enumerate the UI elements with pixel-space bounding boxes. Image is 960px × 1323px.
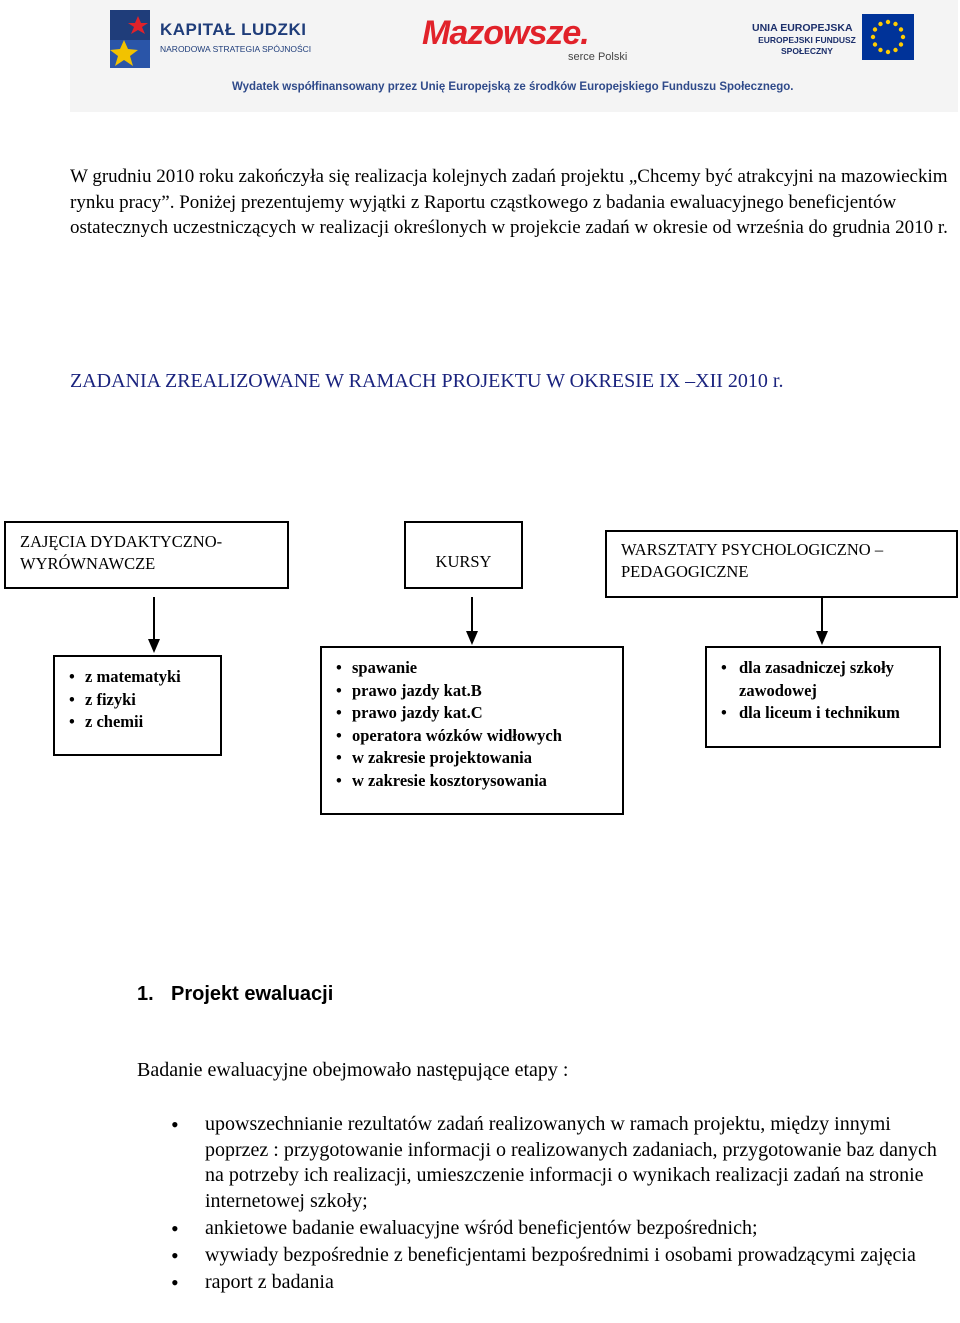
category-label: WARSZTATY PSYCHOLOGICZNO – PEDAGOGICZNE <box>621 540 884 581</box>
list-item: • operatora wózków widłowych <box>322 725 622 748</box>
items-box-warsztaty <box>705 646 941 748</box>
arrow-down-icon <box>148 639 160 653</box>
arrow-down-icon <box>816 631 828 645</box>
category-box-kursy <box>404 521 523 589</box>
kapital-ludzki-subtitle: NARODOWA STRATEGIA SPÓJNOŚCI <box>160 44 312 54</box>
eu-flag-icon <box>862 14 914 60</box>
list-item: • w zakresie projektowania <box>322 747 622 770</box>
items-box-zajecia <box>53 655 222 756</box>
list-item: • wywiady bezpośrednie z beneficjentami bezpośrednimi i osobami prowadzącymi zajęcia <box>137 1243 937 1269</box>
connector-arrow-line <box>821 598 823 632</box>
section-heading: Projekt ewaluacji <box>171 983 334 1005</box>
list-item: • z chemii <box>55 711 220 734</box>
stages-list <box>137 1112 937 1297</box>
connector-arrow-line <box>153 597 155 639</box>
items-box-kursy <box>320 646 624 815</box>
mazowsze-logo: Mazowsze. <box>422 14 589 52</box>
category-box-warsztaty <box>605 530 958 598</box>
list-item: • prawo jazdy kat.C <box>322 702 622 725</box>
section-title: ZADANIA ZREALIZOWANE W RAMACH PROJEKTU W OKRESIE IX –XII 2010 r. <box>70 370 784 392</box>
ue-title: UNIA EUROPEJSKA <box>752 22 853 34</box>
arrow-down-icon <box>466 631 478 645</box>
list-item: • spawanie <box>322 657 622 680</box>
list-item: • upowszechnianie rezultatów zadań realizowanych w ramach projektu, między innymi poprzez : przygotowanie informacji o realizowanych zadaniach, przygotowanie baz danych na potrzeby ich realizacji, umieszczenie informacji o wynikach realizacji zadań na stronie internetowej szkoły; <box>137 1112 937 1214</box>
list-item: • dla zasadniczej szkoły zawodowej <box>707 657 939 702</box>
list-item: • prawo jazdy kat.B <box>322 680 622 703</box>
list-item: • raport z badania <box>137 1270 937 1296</box>
category-label: KURSY <box>435 552 492 571</box>
category-box-zajecia <box>4 521 289 589</box>
ue-subtitle: EUROPEJSKI FUNDUSZ SPOŁECZNY <box>758 35 856 56</box>
mazowsze-tagline: serce Polski <box>568 51 628 63</box>
list-item: • ankietowe badanie ewaluacyjne wśród beneficjentów bezpośrednich; <box>137 1216 937 1242</box>
kapital-ludzki-title: KAPITAŁ LUDZKI <box>160 20 307 39</box>
category-label: ZAJĘCIA DYDAKTYCZNO-WYRÓWNAWCZE <box>20 532 223 573</box>
list-item: • z matematyki <box>55 666 220 689</box>
intro-paragraph: W grudniu 2010 roku zakończyła się realizacja kolejnych zadań projektu „Chcemy być atrakcyjni na mazowieckim rynku pracy”. Poniżej prezentujemy wyjątki z Raportu cząstkowego z badania ewaluacyjnego beneficjentów ostatecznych uczestniczących w realizacji określonych w projekcie zadań w okresie od września do grudnia 2010 r. <box>70 166 948 238</box>
list-item: • w zakresie kosztorysowania <box>322 770 622 793</box>
section-lead: Badanie ewaluacyjne obejmowało następujące etapy : <box>137 1059 569 1081</box>
cofinancing-note: Wydatek współfinansowany przez Unię Europejską ze środków Europejskiego Funduszu Społecznego. <box>232 81 794 93</box>
section-number: 1. <box>137 983 154 1005</box>
connector-arrow-line <box>471 597 473 631</box>
list-item: • dla liceum i technikum <box>707 702 939 725</box>
list-item: • z fizyki <box>55 689 220 712</box>
kapital-ludzki-logo-icon <box>110 10 150 68</box>
